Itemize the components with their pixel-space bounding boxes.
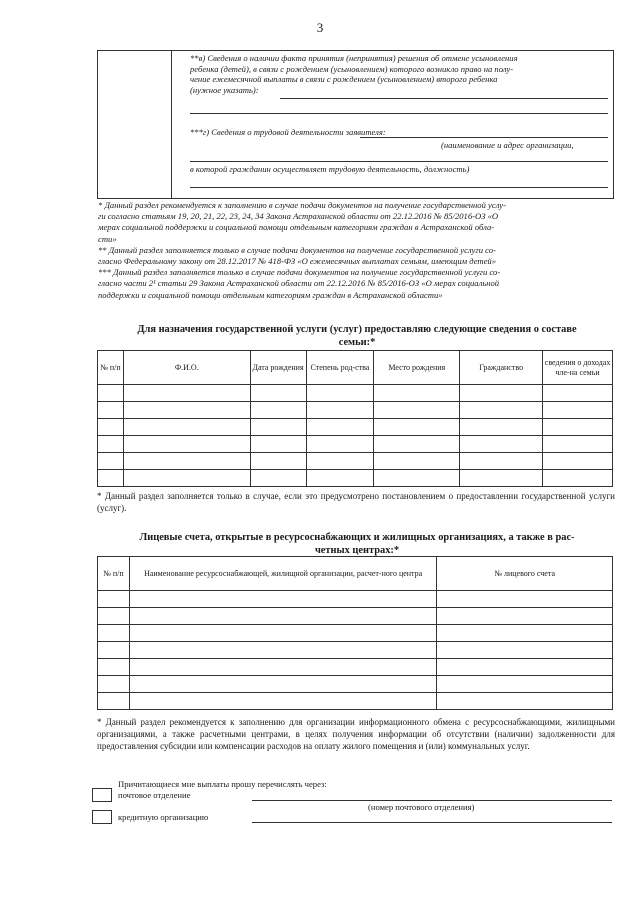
family-table-header: [98, 351, 613, 385]
col-income: сведения о доходах чле-на семьи: [543, 351, 613, 385]
payment-intro: Причитающиеся мне выплаты прошу перечислять через:: [118, 779, 327, 789]
accounts-table-row: [98, 591, 613, 608]
table-cell[interactable]: [460, 385, 543, 402]
table-cell[interactable]: [306, 436, 374, 453]
table-cell[interactable]: [306, 385, 374, 402]
table-cell[interactable]: [543, 436, 613, 453]
accounts-table-row: [98, 642, 613, 659]
col-number: № п/п: [98, 351, 124, 385]
family-table-row: [98, 453, 613, 470]
table-cell[interactable]: [437, 693, 613, 710]
accounts-table-row: [98, 659, 613, 676]
post-office-number-line[interactable]: [252, 800, 612, 801]
family-table: [97, 350, 613, 487]
table-cell[interactable]: [437, 659, 613, 676]
table-cell[interactable]: [123, 470, 250, 487]
table-cell[interactable]: [306, 419, 374, 436]
table-cell[interactable]: [129, 625, 436, 642]
table-cell[interactable]: [250, 402, 306, 419]
table-cell[interactable]: [460, 470, 543, 487]
table-cell[interactable]: [98, 676, 130, 693]
col-birth-place: Место рождения: [374, 351, 460, 385]
table-cell[interactable]: [543, 402, 613, 419]
table-cell[interactable]: [123, 419, 250, 436]
table-cell[interactable]: [250, 419, 306, 436]
table-cell[interactable]: [374, 470, 460, 487]
item-g-label: ***г) Сведения о трудовой деятельности заявителя:: [190, 127, 386, 137]
post-office-label: почтовое отделение: [118, 790, 191, 800]
table-cell[interactable]: [123, 453, 250, 470]
table-cell[interactable]: [98, 453, 124, 470]
table-cell[interactable]: [374, 436, 460, 453]
footnote-line: ** Данный раздел заполняется только в случае подачи документов на получение государственной услуги со-: [98, 244, 496, 255]
table-cell[interactable]: [374, 419, 460, 436]
table-cell[interactable]: [374, 385, 460, 402]
table-cell[interactable]: [98, 419, 124, 436]
accounts-table-row: [98, 608, 613, 625]
table-cell[interactable]: [98, 470, 124, 487]
table-cell[interactable]: [460, 453, 543, 470]
table-cell[interactable]: [129, 642, 436, 659]
table-cell[interactable]: [250, 453, 306, 470]
table-cell[interactable]: [129, 659, 436, 676]
table-cell[interactable]: [129, 693, 436, 710]
col-organization: Наименование ресурсоснабжающей, жилищной организации, расчет-ного центра: [129, 557, 436, 591]
credit-org-checkbox[interactable]: [92, 810, 112, 824]
table-cell[interactable]: [98, 436, 124, 453]
table-cell[interactable]: [543, 385, 613, 402]
table-cell[interactable]: [123, 436, 250, 453]
credit-org-label: кредитную организацию: [118, 812, 209, 822]
table-cell[interactable]: [460, 419, 543, 436]
credit-org-line[interactable]: [252, 822, 612, 823]
footnote-line: гласно Федеральному закону от 28.12.2017 № 418-ФЗ «О ежемесячных выплатах семьям, имеющим детей»: [98, 256, 497, 267]
accounts-table: [97, 556, 613, 710]
table-cell[interactable]: [129, 676, 436, 693]
table-cell[interactable]: [98, 608, 130, 625]
family-heading: [97, 323, 617, 349]
table-cell[interactable]: [306, 453, 374, 470]
table-cell[interactable]: [250, 385, 306, 402]
table-cell[interactable]: [374, 453, 460, 470]
footnote-line: * Данный раздел рекомендуется к заполнению в случае подачи документов на получение государственной услу-: [98, 200, 506, 210]
accounts-heading-line: четных центрах:*: [314, 545, 400, 556]
footnotes: [98, 200, 618, 301]
col-fio: Ф.И.О.: [123, 351, 250, 385]
footnote-line: поддержки и социальной помощи отдельным категориям граждан в Астраханской области»: [98, 289, 443, 300]
table-cell[interactable]: [306, 402, 374, 419]
fill-line[interactable]: [360, 137, 608, 138]
table-cell[interactable]: [123, 385, 250, 402]
table-cell[interactable]: [543, 419, 613, 436]
page-number: 3: [316, 20, 324, 35]
post-office-checkbox[interactable]: [92, 788, 112, 802]
family-table-row: [98, 385, 613, 402]
item-g-hint-position: в которой гражданин осуществляет трудовую деятельность, должность): [190, 164, 470, 174]
family-table-row: [98, 436, 613, 453]
family-table-row: [98, 402, 613, 419]
table-cell[interactable]: [437, 642, 613, 659]
col-relation: Степень род-ства: [306, 351, 374, 385]
table-cell[interactable]: [437, 625, 613, 642]
table-cell[interactable]: [98, 659, 130, 676]
fill-line[interactable]: [190, 161, 608, 162]
family-table-row: [98, 419, 613, 436]
table-cell[interactable]: [129, 608, 436, 625]
item-g-hint-org: (наименование и адрес организации,: [441, 140, 574, 150]
table-cell[interactable]: [98, 402, 124, 419]
col-account-number: № лицевого счета: [437, 557, 613, 591]
table-cell[interactable]: [374, 402, 460, 419]
post-office-hint: (номер почтового отделения): [368, 802, 475, 812]
accounts-heading: [97, 531, 617, 557]
footnote-line: сти»: [98, 233, 117, 244]
table-cell[interactable]: [306, 470, 374, 487]
table-cell[interactable]: [98, 385, 124, 402]
table-cell[interactable]: [437, 676, 613, 693]
accounts-table-row: [98, 625, 613, 642]
item-v-line: чение ежемесячной выплаты в связи с рождением (усыновлением) второго ребенка: [190, 74, 498, 85]
box-divider: [171, 51, 172, 198]
footnote-line: *** Данный раздел заполняется только в случае подачи документов на получение государственной услуги со-: [98, 267, 501, 278]
table-cell[interactable]: [250, 470, 306, 487]
col-number: № п/п: [98, 557, 130, 591]
fill-line[interactable]: [190, 113, 608, 114]
family-heading-line: семьи:*: [338, 337, 376, 348]
table-cell[interactable]: [437, 591, 613, 608]
family-heading-line: Для назначения государственной услуги (услуг) предоставляю следующие сведения о составе: [137, 324, 577, 335]
table-cell[interactable]: [460, 402, 543, 419]
table-cell[interactable]: [460, 436, 543, 453]
accounts-note: * Данный раздел рекомендуется к заполнению для организации информационного обмена с ресурсоснабжающими, жилищными организациями, а также расчетными центрами, в целях получения информации об отсутствии (наличии) задолженности для предоставления субсидии или компенсации расходов на оплату жилого помещения и (или) коммунальных услуг.: [97, 717, 615, 751]
fill-line[interactable]: [280, 98, 608, 99]
table-cell[interactable]: [98, 625, 130, 642]
family-note: * Данный раздел заполняется только в случае, если это предусмотрено постановлением о предоставлении государственной услуги (услуг).: [97, 491, 615, 513]
accounts-heading-line: Лицевые счета, открытые в ресурсоснабжающих и жилищных организациях, а также в рас-: [139, 532, 575, 543]
footnote-line: ги согласно статьям 19, 20, 21, 22, 23, 24, 34 Закона Астраханской области от 22.12.2016 № 85/2016-ОЗ «О: [98, 211, 499, 222]
table-cell[interactable]: [543, 453, 613, 470]
family-table-row: [98, 470, 613, 487]
item-v-line: **в) Сведения о наличии факта принятия (непринятия) решения об отмене усыновления: [190, 53, 518, 63]
table-cell[interactable]: [437, 608, 613, 625]
footnote-line: гласно части 2¹ статьи 29 Закона Астраханской области от 22.12.2016 № 85/2016-ОЗ «О мерах социальной: [98, 278, 500, 289]
table-cell[interactable]: [543, 470, 613, 487]
table-cell[interactable]: [250, 436, 306, 453]
item-v-line: ребенка (детей), в связи с рождением (усыновлением) которого возникло право на полу-: [190, 63, 514, 74]
col-citizenship: Гражданство: [460, 351, 543, 385]
table-cell[interactable]: [123, 402, 250, 419]
footnote-line: мерах социальной поддержки и социальной помощи отдельным категориям граждан в Астраханской обла-: [98, 222, 495, 233]
item-v-line: (нужное указать):: [190, 85, 259, 96]
table-cell[interactable]: [129, 591, 436, 608]
accounts-table-row: [98, 693, 613, 710]
col-birth-date: Дата рождения: [250, 351, 306, 385]
item-v-text: [190, 53, 610, 96]
table-cell[interactable]: [98, 591, 130, 608]
accounts-table-header: [98, 557, 613, 591]
table-cell[interactable]: [98, 693, 130, 710]
table-cell[interactable]: [98, 642, 130, 659]
fill-line[interactable]: [190, 187, 608, 188]
accounts-table-row: [98, 676, 613, 693]
applicant-info-box: [97, 50, 614, 199]
